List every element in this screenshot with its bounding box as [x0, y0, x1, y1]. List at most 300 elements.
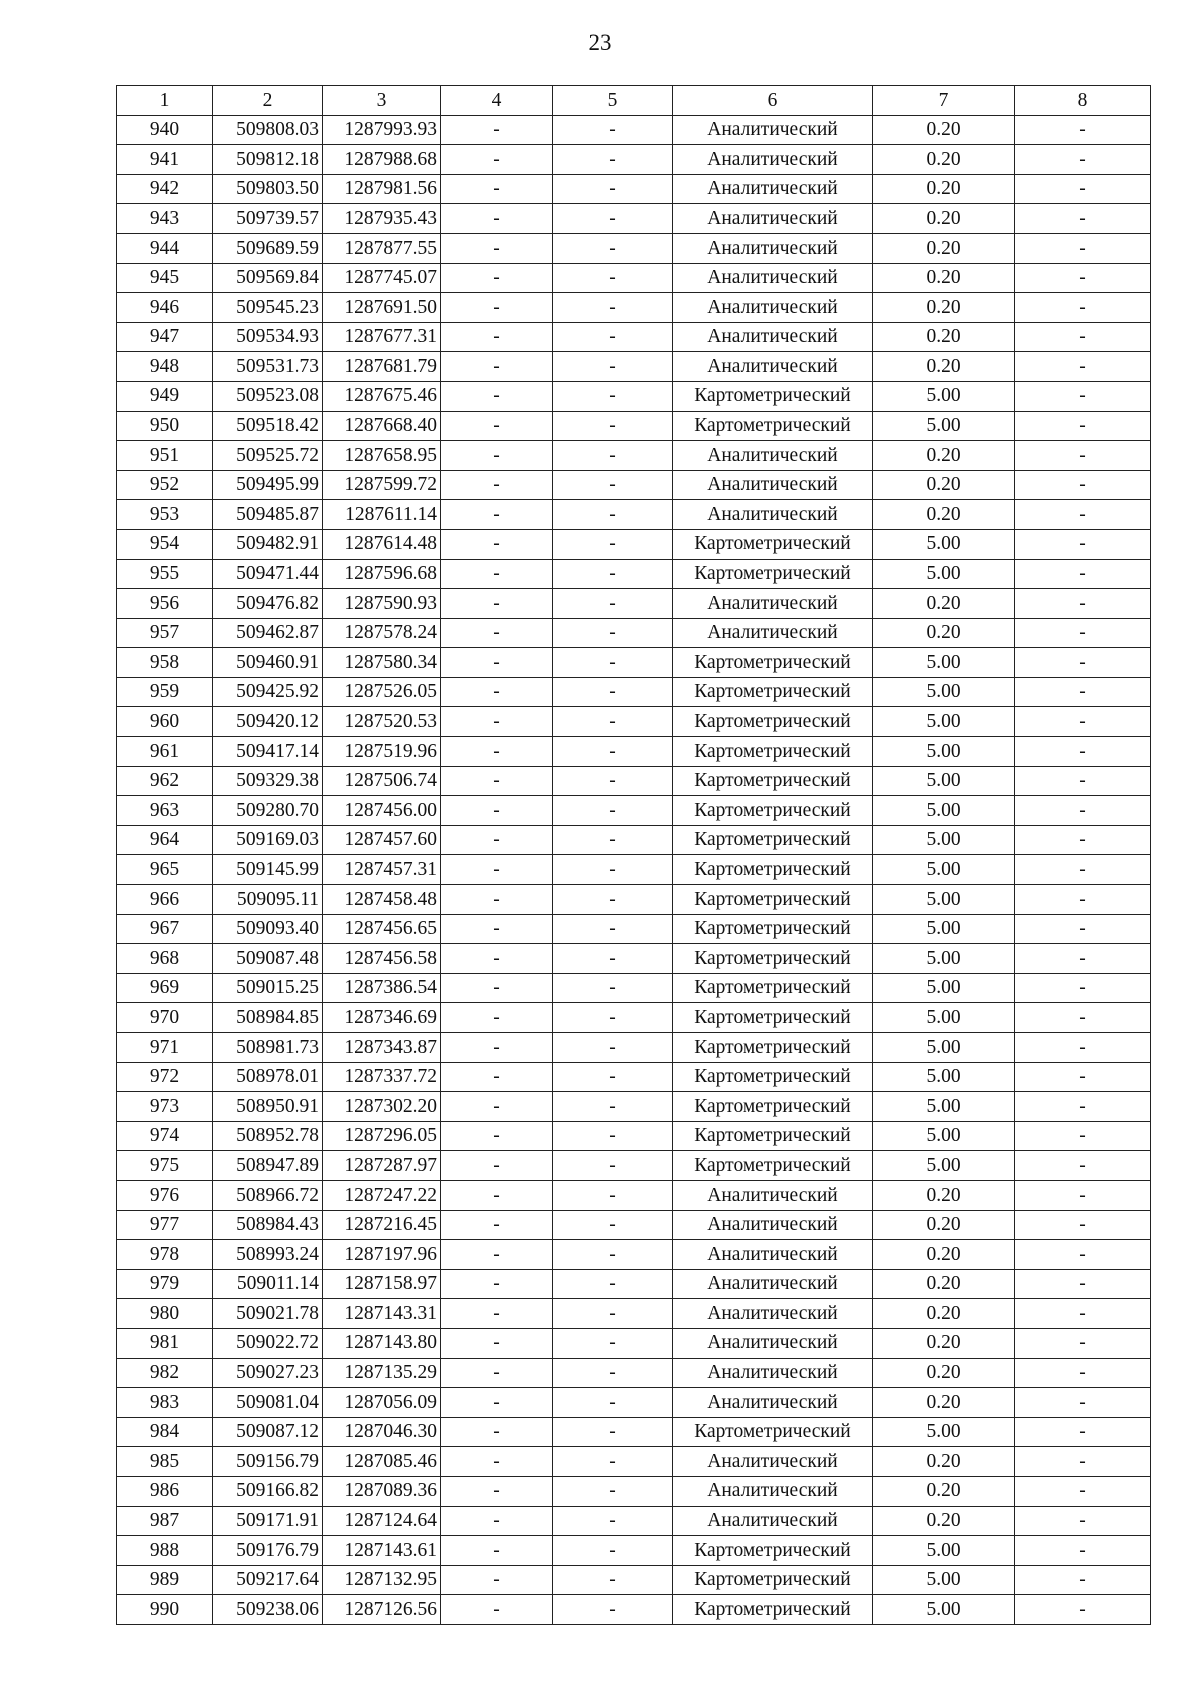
col8-cell: -	[1015, 766, 1151, 796]
col4-cell: -	[441, 1210, 553, 1240]
col4-cell: -	[441, 1476, 553, 1506]
y-coordinate-cell: 1287614.48	[323, 529, 441, 559]
y-coordinate-cell: 1287386.54	[323, 973, 441, 1003]
accuracy-cell: 5.00	[873, 1062, 1015, 1092]
method-cell: Аналитический	[673, 470, 873, 500]
point-number-cell: 986	[117, 1476, 213, 1506]
y-coordinate-cell: 1287691.50	[323, 293, 441, 323]
y-coordinate-cell: 1287135.29	[323, 1358, 441, 1388]
point-number-cell: 987	[117, 1506, 213, 1536]
y-coordinate-cell: 1287580.34	[323, 648, 441, 678]
accuracy-cell: 5.00	[873, 707, 1015, 737]
accuracy-cell: 0.20	[873, 1358, 1015, 1388]
method-cell: Аналитический	[673, 293, 873, 323]
col4-cell: -	[441, 589, 553, 619]
accuracy-cell: 0.20	[873, 1328, 1015, 1358]
y-coordinate-cell: 1287599.72	[323, 470, 441, 500]
y-coordinate-cell: 1287596.68	[323, 559, 441, 589]
column-header: 3	[323, 86, 441, 116]
col4-cell: -	[441, 973, 553, 1003]
col8-cell: -	[1015, 914, 1151, 944]
table-row	[117, 1062, 1151, 1092]
col5-cell: -	[553, 233, 673, 263]
x-coordinate-cell: 509476.82	[213, 589, 323, 619]
col5-cell: -	[553, 1092, 673, 1122]
point-number-cell: 949	[117, 381, 213, 411]
col8-cell: -	[1015, 1595, 1151, 1625]
method-cell: Аналитический	[673, 1299, 873, 1329]
col4-cell: -	[441, 322, 553, 352]
table-row	[117, 115, 1151, 145]
y-coordinate-cell: 1287247.22	[323, 1180, 441, 1210]
x-coordinate-cell: 509238.06	[213, 1595, 323, 1625]
accuracy-cell: 0.20	[873, 1180, 1015, 1210]
col8-cell: -	[1015, 174, 1151, 204]
col8-cell: -	[1015, 115, 1151, 145]
method-cell: Аналитический	[673, 352, 873, 382]
col4-cell: -	[441, 1092, 553, 1122]
col8-cell: -	[1015, 1358, 1151, 1388]
table-row	[117, 796, 1151, 826]
col4-cell: -	[441, 766, 553, 796]
method-cell: Аналитический	[673, 1447, 873, 1477]
point-number-cell: 985	[117, 1447, 213, 1477]
col8-cell: -	[1015, 618, 1151, 648]
col8-cell: -	[1015, 1506, 1151, 1536]
point-number-cell: 990	[117, 1595, 213, 1625]
x-coordinate-cell: 509495.99	[213, 470, 323, 500]
col5-cell: -	[553, 352, 673, 382]
x-coordinate-cell: 509545.23	[213, 293, 323, 323]
accuracy-cell: 0.20	[873, 174, 1015, 204]
col8-cell: -	[1015, 1447, 1151, 1477]
y-coordinate-cell: 1287124.64	[323, 1506, 441, 1536]
method-cell: Картометрический	[673, 1121, 873, 1151]
method-cell: Картометрический	[673, 1033, 873, 1063]
y-coordinate-cell: 1287520.53	[323, 707, 441, 737]
point-number-cell: 957	[117, 618, 213, 648]
accuracy-cell: 5.00	[873, 1151, 1015, 1181]
accuracy-cell: 0.20	[873, 233, 1015, 263]
table-header-row	[117, 86, 1151, 116]
col5-cell: -	[553, 1358, 673, 1388]
x-coordinate-cell: 509027.23	[213, 1358, 323, 1388]
y-coordinate-cell: 1287590.93	[323, 589, 441, 619]
col8-cell: -	[1015, 1062, 1151, 1092]
x-coordinate-cell: 508978.01	[213, 1062, 323, 1092]
col4-cell: -	[441, 1358, 553, 1388]
x-coordinate-cell: 509145.99	[213, 855, 323, 885]
accuracy-cell: 0.20	[873, 1210, 1015, 1240]
point-number-cell: 980	[117, 1299, 213, 1329]
col8-cell: -	[1015, 677, 1151, 707]
y-coordinate-cell: 1287668.40	[323, 411, 441, 441]
col5-cell: -	[553, 559, 673, 589]
table-row	[117, 1121, 1151, 1151]
accuracy-cell: 5.00	[873, 648, 1015, 678]
y-coordinate-cell: 1287611.14	[323, 500, 441, 530]
point-number-cell: 959	[117, 677, 213, 707]
point-number-cell: 978	[117, 1240, 213, 1270]
table-row	[117, 1240, 1151, 1270]
col5-cell: -	[553, 1151, 673, 1181]
col8-cell: -	[1015, 855, 1151, 885]
table-row	[117, 855, 1151, 885]
method-cell: Аналитический	[673, 1269, 873, 1299]
method-cell: Аналитический	[673, 1210, 873, 1240]
col5-cell: -	[553, 1565, 673, 1595]
point-number-cell: 974	[117, 1121, 213, 1151]
x-coordinate-cell: 509739.57	[213, 204, 323, 234]
col5-cell: -	[553, 1476, 673, 1506]
accuracy-cell: 0.20	[873, 322, 1015, 352]
y-coordinate-cell: 1287675.46	[323, 381, 441, 411]
col8-cell: -	[1015, 1240, 1151, 1270]
accuracy-cell: 5.00	[873, 1121, 1015, 1151]
col8-cell: -	[1015, 1536, 1151, 1566]
accuracy-cell: 5.00	[873, 885, 1015, 915]
col5-cell: -	[553, 1299, 673, 1329]
point-number-cell: 952	[117, 470, 213, 500]
method-cell: Аналитический	[673, 1358, 873, 1388]
accuracy-cell: 5.00	[873, 1565, 1015, 1595]
method-cell: Картометрический	[673, 381, 873, 411]
accuracy-cell: 0.20	[873, 500, 1015, 530]
point-number-cell: 977	[117, 1210, 213, 1240]
y-coordinate-cell: 1287143.31	[323, 1299, 441, 1329]
method-cell: Картометрический	[673, 1003, 873, 1033]
x-coordinate-cell: 509022.72	[213, 1328, 323, 1358]
col5-cell: -	[553, 618, 673, 648]
x-coordinate-cell: 508966.72	[213, 1180, 323, 1210]
accuracy-cell: 0.20	[873, 1476, 1015, 1506]
method-cell: Аналитический	[673, 1388, 873, 1418]
accuracy-cell: 0.20	[873, 618, 1015, 648]
col5-cell: -	[553, 825, 673, 855]
col5-cell: -	[553, 1180, 673, 1210]
table-row	[117, 411, 1151, 441]
col8-cell: -	[1015, 648, 1151, 678]
table-row	[117, 589, 1151, 619]
col4-cell: -	[441, 1388, 553, 1418]
method-cell: Картометрический	[673, 973, 873, 1003]
y-coordinate-cell: 1287506.74	[323, 766, 441, 796]
col4-cell: -	[441, 1269, 553, 1299]
col5-cell: -	[553, 529, 673, 559]
x-coordinate-cell: 509087.48	[213, 944, 323, 974]
accuracy-cell: 5.00	[873, 529, 1015, 559]
col8-cell: -	[1015, 1121, 1151, 1151]
x-coordinate-cell: 508984.43	[213, 1210, 323, 1240]
accuracy-cell: 5.00	[873, 1092, 1015, 1122]
y-coordinate-cell: 1287343.87	[323, 1033, 441, 1063]
col5-cell: -	[553, 411, 673, 441]
table-row	[117, 381, 1151, 411]
table-row	[117, 500, 1151, 530]
point-number-cell: 944	[117, 233, 213, 263]
column-header: 4	[441, 86, 553, 116]
table-row	[117, 1476, 1151, 1506]
accuracy-cell: 0.20	[873, 470, 1015, 500]
method-cell: Картометрический	[673, 885, 873, 915]
col4-cell: -	[441, 944, 553, 974]
table-row	[117, 944, 1151, 974]
col4-cell: -	[441, 145, 553, 175]
method-cell: Картометрический	[673, 1565, 873, 1595]
method-cell: Аналитический	[673, 589, 873, 619]
col8-cell: -	[1015, 559, 1151, 589]
col4-cell: -	[441, 1240, 553, 1270]
point-number-cell: 950	[117, 411, 213, 441]
col4-cell: -	[441, 648, 553, 678]
col8-cell: -	[1015, 1476, 1151, 1506]
page-number: 23	[588, 30, 612, 55]
method-cell: Картометрический	[673, 855, 873, 885]
col5-cell: -	[553, 1003, 673, 1033]
col5-cell: -	[553, 145, 673, 175]
y-coordinate-cell: 1287456.65	[323, 914, 441, 944]
x-coordinate-cell: 509095.11	[213, 885, 323, 915]
col8-cell: -	[1015, 885, 1151, 915]
col4-cell: -	[441, 204, 553, 234]
accuracy-cell: 0.20	[873, 1506, 1015, 1536]
col8-cell: -	[1015, 1003, 1151, 1033]
point-number-cell: 941	[117, 145, 213, 175]
method-cell: Картометрический	[673, 529, 873, 559]
col5-cell: -	[553, 322, 673, 352]
x-coordinate-cell: 508981.73	[213, 1033, 323, 1063]
y-coordinate-cell: 1287346.69	[323, 1003, 441, 1033]
accuracy-cell: 0.20	[873, 293, 1015, 323]
x-coordinate-cell: 509011.14	[213, 1269, 323, 1299]
x-coordinate-cell: 509420.12	[213, 707, 323, 737]
col5-cell: -	[553, 115, 673, 145]
point-number-cell: 943	[117, 204, 213, 234]
y-coordinate-cell: 1287302.20	[323, 1092, 441, 1122]
point-number-cell: 970	[117, 1003, 213, 1033]
method-cell: Картометрический	[673, 796, 873, 826]
col4-cell: -	[441, 1003, 553, 1033]
col8-cell: -	[1015, 1180, 1151, 1210]
col4-cell: -	[441, 352, 553, 382]
table-row	[117, 263, 1151, 293]
y-coordinate-cell: 1287216.45	[323, 1210, 441, 1240]
col5-cell: -	[553, 1062, 673, 1092]
y-coordinate-cell: 1287681.79	[323, 352, 441, 382]
col4-cell: -	[441, 293, 553, 323]
col4-cell: -	[441, 263, 553, 293]
col8-cell: -	[1015, 1299, 1151, 1329]
col8-cell: -	[1015, 1092, 1151, 1122]
col5-cell: -	[553, 973, 673, 1003]
table-row	[117, 1003, 1151, 1033]
col4-cell: -	[441, 1299, 553, 1329]
col8-cell: -	[1015, 441, 1151, 471]
col8-cell: -	[1015, 796, 1151, 826]
accuracy-cell: 0.20	[873, 1447, 1015, 1477]
y-coordinate-cell: 1287458.48	[323, 885, 441, 915]
col5-cell: -	[553, 677, 673, 707]
x-coordinate-cell: 509081.04	[213, 1388, 323, 1418]
x-coordinate-cell: 509523.08	[213, 381, 323, 411]
col8-cell: -	[1015, 1269, 1151, 1299]
x-coordinate-cell: 509812.18	[213, 145, 323, 175]
col8-cell: -	[1015, 263, 1151, 293]
col4-cell: -	[441, 1180, 553, 1210]
table-row	[117, 825, 1151, 855]
coordinates-table	[116, 85, 1151, 1625]
method-cell: Картометрический	[673, 1062, 873, 1092]
col8-cell: -	[1015, 322, 1151, 352]
col5-cell: -	[553, 707, 673, 737]
point-number-cell: 981	[117, 1328, 213, 1358]
column-header: 7	[873, 86, 1015, 116]
method-cell: Аналитический	[673, 500, 873, 530]
col5-cell: -	[553, 855, 673, 885]
y-coordinate-cell: 1287457.60	[323, 825, 441, 855]
point-number-cell: 972	[117, 1062, 213, 1092]
x-coordinate-cell: 509166.82	[213, 1476, 323, 1506]
point-number-cell: 988	[117, 1536, 213, 1566]
accuracy-cell: 0.20	[873, 263, 1015, 293]
table-row	[117, 1180, 1151, 1210]
accuracy-cell: 5.00	[873, 944, 1015, 974]
col5-cell: -	[553, 914, 673, 944]
point-number-cell: 963	[117, 796, 213, 826]
col4-cell: -	[441, 1536, 553, 1566]
y-coordinate-cell: 1287526.05	[323, 677, 441, 707]
col4-cell: -	[441, 1565, 553, 1595]
x-coordinate-cell: 509021.78	[213, 1299, 323, 1329]
x-coordinate-cell: 509176.79	[213, 1536, 323, 1566]
col4-cell: -	[441, 707, 553, 737]
method-cell: Аналитический	[673, 174, 873, 204]
point-number-cell: 983	[117, 1388, 213, 1418]
accuracy-cell: 0.20	[873, 115, 1015, 145]
col4-cell: -	[441, 529, 553, 559]
table-row	[117, 648, 1151, 678]
col4-cell: -	[441, 885, 553, 915]
point-number-cell: 982	[117, 1358, 213, 1388]
col5-cell: -	[553, 1328, 673, 1358]
col8-cell: -	[1015, 352, 1151, 382]
col5-cell: -	[553, 766, 673, 796]
point-number-cell: 969	[117, 973, 213, 1003]
x-coordinate-cell: 509689.59	[213, 233, 323, 263]
method-cell: Картометрический	[673, 1092, 873, 1122]
col8-cell: -	[1015, 500, 1151, 530]
point-number-cell: 942	[117, 174, 213, 204]
col4-cell: -	[441, 174, 553, 204]
accuracy-cell: 0.20	[873, 1269, 1015, 1299]
col4-cell: -	[441, 825, 553, 855]
y-coordinate-cell: 1287988.68	[323, 145, 441, 175]
x-coordinate-cell: 509171.91	[213, 1506, 323, 1536]
x-coordinate-cell: 509471.44	[213, 559, 323, 589]
point-number-cell: 989	[117, 1565, 213, 1595]
col8-cell: -	[1015, 707, 1151, 737]
table-row	[117, 1358, 1151, 1388]
accuracy-cell: 5.00	[873, 766, 1015, 796]
x-coordinate-cell: 509485.87	[213, 500, 323, 530]
table-row	[117, 677, 1151, 707]
col8-cell: -	[1015, 293, 1151, 323]
table-row	[117, 352, 1151, 382]
y-coordinate-cell: 1287126.56	[323, 1595, 441, 1625]
table-row	[117, 1536, 1151, 1566]
col4-cell: -	[441, 441, 553, 471]
accuracy-cell: 0.20	[873, 352, 1015, 382]
y-coordinate-cell: 1287132.95	[323, 1565, 441, 1595]
point-number-cell: 961	[117, 737, 213, 767]
method-cell: Аналитический	[673, 441, 873, 471]
table-row	[117, 885, 1151, 915]
accuracy-cell: 5.00	[873, 973, 1015, 1003]
col4-cell: -	[441, 1033, 553, 1063]
method-cell: Аналитический	[673, 1240, 873, 1270]
col5-cell: -	[553, 293, 673, 323]
table-row	[117, 1299, 1151, 1329]
col5-cell: -	[553, 1417, 673, 1447]
point-number-cell: 975	[117, 1151, 213, 1181]
col5-cell: -	[553, 1121, 673, 1151]
col4-cell: -	[441, 381, 553, 411]
col8-cell: -	[1015, 589, 1151, 619]
col8-cell: -	[1015, 411, 1151, 441]
column-header: 8	[1015, 86, 1151, 116]
col5-cell: -	[553, 589, 673, 619]
y-coordinate-cell: 1287158.97	[323, 1269, 441, 1299]
accuracy-cell: 0.20	[873, 145, 1015, 175]
method-cell: Картометрический	[673, 914, 873, 944]
table-row	[117, 145, 1151, 175]
x-coordinate-cell: 509329.38	[213, 766, 323, 796]
table-row	[117, 618, 1151, 648]
col5-cell: -	[553, 1447, 673, 1477]
x-coordinate-cell: 508984.85	[213, 1003, 323, 1033]
col4-cell: -	[441, 855, 553, 885]
point-number-cell: 947	[117, 322, 213, 352]
method-cell: Картометрический	[673, 677, 873, 707]
table-row	[117, 1210, 1151, 1240]
col8-cell: -	[1015, 233, 1151, 263]
col4-cell: -	[441, 914, 553, 944]
y-coordinate-cell: 1287578.24	[323, 618, 441, 648]
method-cell: Картометрический	[673, 648, 873, 678]
table-row	[117, 1447, 1151, 1477]
y-coordinate-cell: 1287143.61	[323, 1536, 441, 1566]
col8-cell: -	[1015, 529, 1151, 559]
accuracy-cell: 0.20	[873, 1388, 1015, 1418]
x-coordinate-cell: 509093.40	[213, 914, 323, 944]
table-row	[117, 1092, 1151, 1122]
table-row	[117, 322, 1151, 352]
table-row	[117, 204, 1151, 234]
point-number-cell: 946	[117, 293, 213, 323]
x-coordinate-cell: 509462.87	[213, 618, 323, 648]
column-header: 1	[117, 86, 213, 116]
col4-cell: -	[441, 618, 553, 648]
y-coordinate-cell: 1287046.30	[323, 1417, 441, 1447]
method-cell: Картометрический	[673, 766, 873, 796]
table-row	[117, 529, 1151, 559]
col8-cell: -	[1015, 825, 1151, 855]
col5-cell: -	[553, 1388, 673, 1418]
table-row	[117, 559, 1151, 589]
method-cell: Аналитический	[673, 204, 873, 234]
y-coordinate-cell: 1287296.05	[323, 1121, 441, 1151]
table-body	[117, 115, 1151, 1624]
